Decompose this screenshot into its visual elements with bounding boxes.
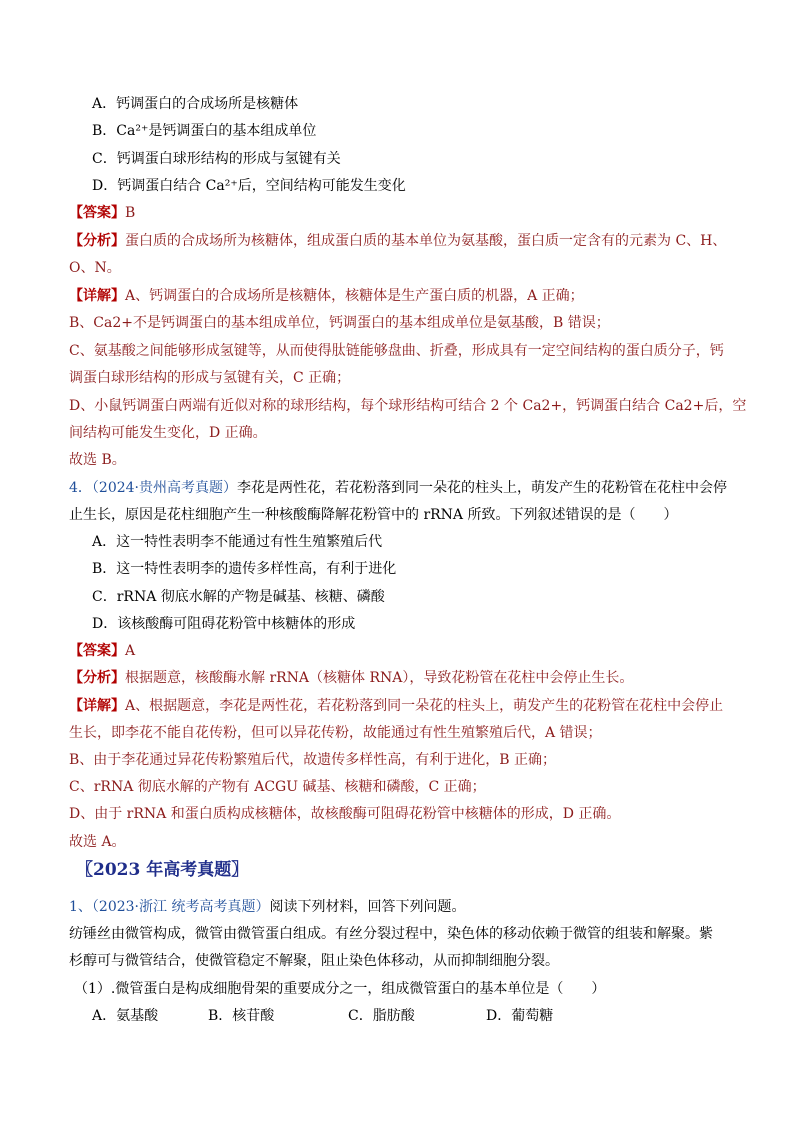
q1-material-line-2: 杉醇可与微管结合，使微管稳定不解聚，阻止染色体移动，从而抑制细胞分裂。 [69,953,559,969]
q1-option-a: A．氨基酸 [92,1008,159,1024]
analysis-tag: 【分析】 [69,233,125,249]
q4-answer [69,641,135,661]
q4-detail-line-3: B、由于李花通过异花传粉繁殖后代，故遗传多样性高，有利于进化，B 正确； [69,752,557,768]
q3-detail-line-6: 间结构可能发生变化，D 正确。 [69,425,267,441]
q3-detail-line-2: B、Ca2+不是钙调蛋白的基本组成单位，钙调蛋白的基本组成单位是氨基酸，B 错误； [69,315,610,331]
q3-option-d: D．钙调蛋白结合 Ca²⁺后，空间结构可能发生变化 [92,178,406,194]
q1-option-d: D．葡萄糖 [486,1008,554,1024]
q3-detail-line-5: D、小鼠钙调蛋白两端有近似对称的球形结构，每个球形结构可结合 2 个 Ca2+，钙调蛋白结合 Ca2+后，空 [69,398,747,414]
q3-option-c: C．钙调蛋白球形结构的形成与氢键有关 [92,151,341,167]
analysis-text: 蛋白质的合成场所为核糖体，组成蛋白质的基本单位为氨基酸，蛋白质一定含有的元素为 C、H、 [125,233,727,249]
q4-detail-line-2: 生长，即李花不能自花传粉，但可以异花传粉，故能通过有性生殖繁殖后代，A 错误； [69,725,602,741]
heading-close-bracket: 〗 [231,860,249,880]
q1-option-c: C．脂肪酸 [348,1008,415,1024]
q1-material-line-1: 纺锤丝由微管构成，微管由微管蛋白组成。有丝分裂过程中，染色体的移动依赖于微管的组装和解聚。紫 [69,926,713,942]
answer-value: A [125,643,136,659]
q4-stem-text: 李花是两性花，若花粉落到同一朵花的柱头上，萌发产生的花粉管在花柱中会停 [237,480,728,496]
analysis-tag: 【分析】 [69,670,125,686]
q4-detail-line-5: D、由于 rRNA 和蛋白质构成核糖体，故核酸酶可阻碍花粉管中核糖体的形成，D 正确。 [69,806,621,822]
q1-source: （2023·浙江 统考高考真题） [91,899,270,915]
section-heading [76,858,248,882]
q3-answer [69,203,135,223]
detail-text: A、钙调蛋白的合成场所是核糖体，核糖体是生产蛋白质的机器，A 正确； [125,288,584,304]
answer-tag: 【答案】 [69,643,125,659]
q3-option-b: B．Ca²⁺是钙调蛋白的基本组成单位 [92,123,317,139]
q4-option-a: A．这一特性表明李不能通过有性生殖繁殖后代 [92,534,383,550]
q4-option-b: B．这一特性表明李的遗传多样性高，有利于进化 [92,561,397,577]
q3-analysis [69,231,726,251]
heading-open-bracket: 〖 [76,860,93,880]
q4-source: （2024·贵州高考真题） [91,480,238,496]
q3-detail-line-3: C、氨基酸之间能够形成氢键等，从而使得肽链能够盘曲、折叠，形成具有一定空间结构的蛋白质分子，钙 [69,343,724,359]
detail-text: A、根据题意，李花是两性花，若花粉落到同一朵花的柱头上，萌发产生的花粉管在花柱中会停止 [125,698,724,714]
q4-option-c: C．rRNA 彻底水解的产物是碱基、核糖、磷酸 [92,589,385,605]
q3-analysis-line-2: O、N。 [69,260,121,276]
q4-detail [69,696,723,716]
section-title: 2023 年高考真题 [93,860,232,880]
detail-tag: 【详解】 [69,288,125,304]
q4-stem [69,478,727,498]
q1-intro: 阅读下列材料，回答下列问题。 [269,899,466,915]
q4-conclusion: 故选 A。 [69,834,126,850]
answer-value: B [125,205,136,221]
q4-stem-line-2: 止生长，原因是花柱细胞产生一种核酸酶降解花粉管中的 rRNA 所致。下列叙述错误的是（ ） [69,507,678,523]
q1-option-b: B．核苷酸 [208,1008,275,1024]
q3-detail-line-4: 调蛋白球形结构的形成与氢键有关，C 正确； [69,370,351,386]
q3-detail [69,286,584,306]
q4-number: 4． [69,480,92,496]
q4-detail-line-4: C、rRNA 彻底水解的产物有 ACGU 碱基、核糖和磷酸，C 正确； [69,779,486,795]
analysis-text: 根据题意，核酸酶水解 rRNA（核糖体 RNA），导致花粉管在花柱中会停止生长。 [125,670,634,686]
answer-tag: 【答案】 [69,205,125,221]
q4-option-d: D．该核酸酶可阻碍花粉管中核糖体的形成 [92,616,356,632]
q1-header [69,897,465,917]
q1-number: 1、 [69,899,92,915]
detail-tag: 【详解】 [69,698,125,714]
q3-conclusion: 故选 B。 [69,452,126,468]
q1-sub-question: （1）.微管蛋白是构成细胞骨架的重要成分之一，组成微管蛋白的基本单位是（ ） [74,981,606,997]
q4-analysis [69,668,633,688]
q3-option-a: A．钙调蛋白的合成场所是核糖体 [92,96,299,112]
